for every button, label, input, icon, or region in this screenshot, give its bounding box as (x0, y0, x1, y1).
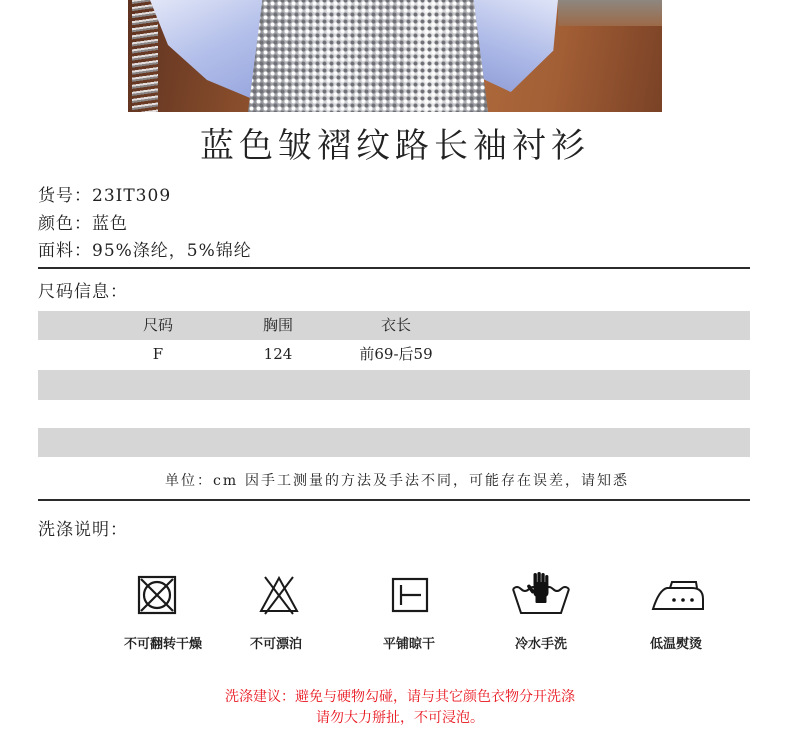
no-bleach-icon (258, 574, 300, 616)
hand-wash-cold-icon (510, 572, 572, 616)
size-table-header-size: 尺码 (142, 316, 173, 334)
wash-advice-line-2: 请勿大力掰扯，不可浸泡。 (316, 710, 484, 726)
photo-sequin-skirt (248, 0, 488, 112)
photo-background-wall (558, 0, 662, 26)
size-table-cell-size: F (152, 345, 164, 363)
divider-top (38, 267, 750, 269)
wash-section-heading: 洗涤说明： (38, 520, 128, 540)
no-tumble-dry-icon (137, 575, 177, 615)
info-color-value: 蓝色 (92, 214, 128, 234)
photo-bag-chain (132, 0, 158, 112)
care-label-no-tumble-dry: 不可翻转干燥 (123, 637, 202, 652)
divider-bottom (38, 499, 750, 501)
size-table-header-chest: 胸围 (262, 316, 293, 334)
info-fabric-value: 95%涤纶，5%锦纶 (92, 241, 252, 261)
iron-low-temp-icon (650, 578, 706, 614)
care-label-dry-flat: 平铺晾干 (382, 637, 435, 652)
size-table-cell-chest: 124 (263, 345, 293, 363)
size-table-header-length: 衣长 (380, 316, 411, 334)
care-label-hand-wash-cold: 冷水手洗 (514, 637, 567, 652)
info-sku (38, 184, 171, 208)
product-photo (128, 0, 662, 112)
care-label-iron-low-temp: 低温熨烫 (649, 637, 702, 652)
size-measure-note: 因手工测量的方法及手法不同，可能存在误差，请知悉 (245, 473, 629, 489)
size-unit-note: 单位：cm (165, 473, 239, 489)
product-title: 蓝色皱褶纹路长袖衬衫 (200, 126, 590, 166)
info-fabric-label: 面料： (38, 241, 92, 261)
dry-flat-icon (391, 577, 429, 613)
info-color (38, 212, 128, 236)
info-fabric (38, 239, 252, 263)
wash-advice-line-1: 洗涤建议：避免与硬物勾碰，请与其它颜色衣物分开洗涤 (225, 689, 575, 705)
info-sku-label: 货号： (38, 186, 92, 206)
info-color-label: 颜色： (38, 214, 92, 234)
size-table-band (38, 370, 750, 400)
care-label-no-bleach: 不可漂泊 (249, 637, 302, 652)
size-section-heading: 尺码信息： (38, 282, 128, 302)
size-table-cell-length: 前69-后59 (359, 345, 433, 363)
size-table-band (38, 428, 750, 457)
info-sku-value: 23IT309 (92, 186, 172, 206)
